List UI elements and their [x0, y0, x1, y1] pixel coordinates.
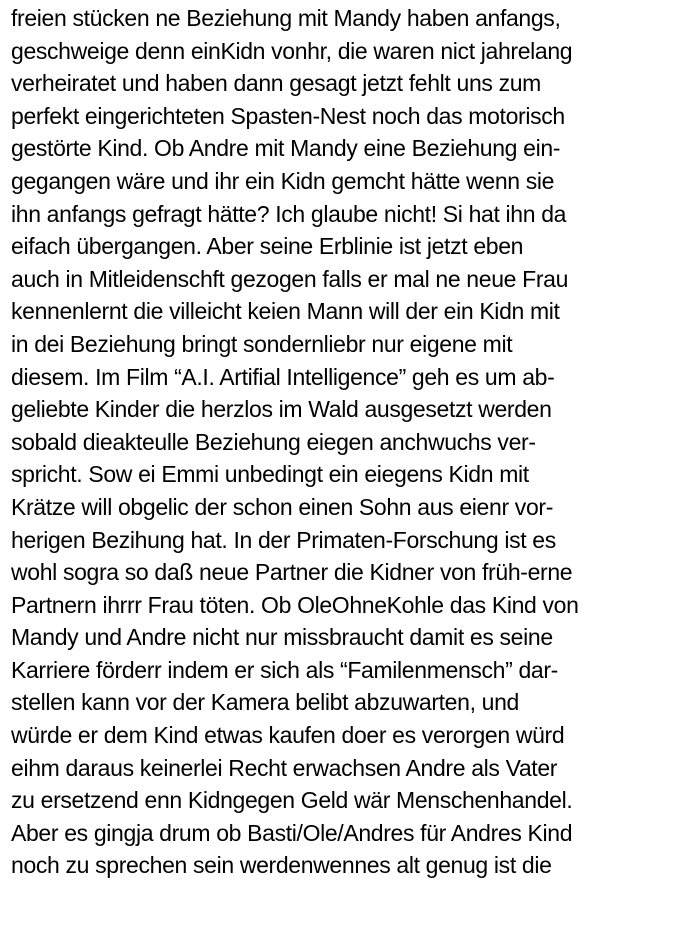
text-line: noch zu sprechen sein werdenwennes alt genug ist die	[11, 852, 552, 879]
text-line: eifach übergangen. Aber seine Erblinie ist jetzt eben	[11, 233, 524, 260]
text-line: zu ersetzend enn Kidngegen Geld wär Menschenhandel.	[11, 787, 573, 814]
text-line: diesem. Im Film “A.I. Artifial Intelligence” geh es um ab-	[11, 363, 555, 390]
text-line: herigen Bezihung hat. In der Primaten-Forschung ist es	[11, 526, 556, 553]
text-line: Karriere förderr indem er sich als “Familenmensch” dar-	[11, 656, 558, 683]
text-line: stellen kann vor der Kamera belibt abzuwarten, und	[11, 689, 519, 716]
text-line: verheiratet und haben dann gesagt jetzt fehlt uns zum	[11, 70, 541, 97]
text-line: spricht. Sow ei Emmi unbedingt ein eiegens Kidn mit	[11, 461, 529, 488]
text-line: Mandy und Andre nicht nur missbraucht damit es seine	[11, 624, 553, 651]
text-line: freien stücken ne Beziehung mit Mandy haben anfangs,	[11, 5, 561, 31]
text-line: perfekt eingerichteten Spasten-Nest noch das motorisch	[11, 102, 565, 129]
text-line: geschweige denn einKidn vonhr, die waren nict jahrelang	[11, 37, 573, 64]
text-line: Krätze will obgelic der schon einen Sohn aus eienr vor-	[11, 493, 554, 520]
text-line: ihn anfangs gefragt hätte? Ich glaube nicht! Si hat ihn da	[11, 200, 567, 227]
text-line: Partnern ihrrr Frau töten. Ob OleOhneKohle das Kind von	[11, 591, 579, 618]
text-line: wohl sogra so daß neue Partner die Kidner von früh-erne	[11, 559, 573, 586]
text-line: gestörte Kind. Ob Andre mit Mandy eine Beziehung ein-	[11, 135, 561, 162]
text-line: in dei Beziehung bringt sondernliebr nur eigene mit	[11, 330, 513, 357]
text-line: gegangen wäre und ihr ein Kidn gemcht hätte wenn sie	[11, 167, 555, 194]
text-line: sobald dieakteulle Beziehung eiegen anchwuchs ver-	[11, 428, 536, 455]
text-line: auch in Mitleidenschft gezogen falls er mal ne neue Frau	[11, 265, 569, 292]
text-line: würde er dem Kind etwas kaufen doer es verorgen würd	[11, 722, 565, 749]
text-line: eihm daraus keinerlei Recht erwachsen Andre als Vater	[11, 754, 558, 781]
text-line: Aber es gingja drum ob Basti/Ole/Andres für Andres Kind	[11, 819, 573, 846]
text-line: kennenlernt die villeicht keien Mann will der ein Kidn mit	[11, 298, 560, 325]
text-line: geliebte Kinder die herzlos im Wald ausgesetzt werden	[11, 396, 552, 423]
body-text	[11, 2, 681, 882]
